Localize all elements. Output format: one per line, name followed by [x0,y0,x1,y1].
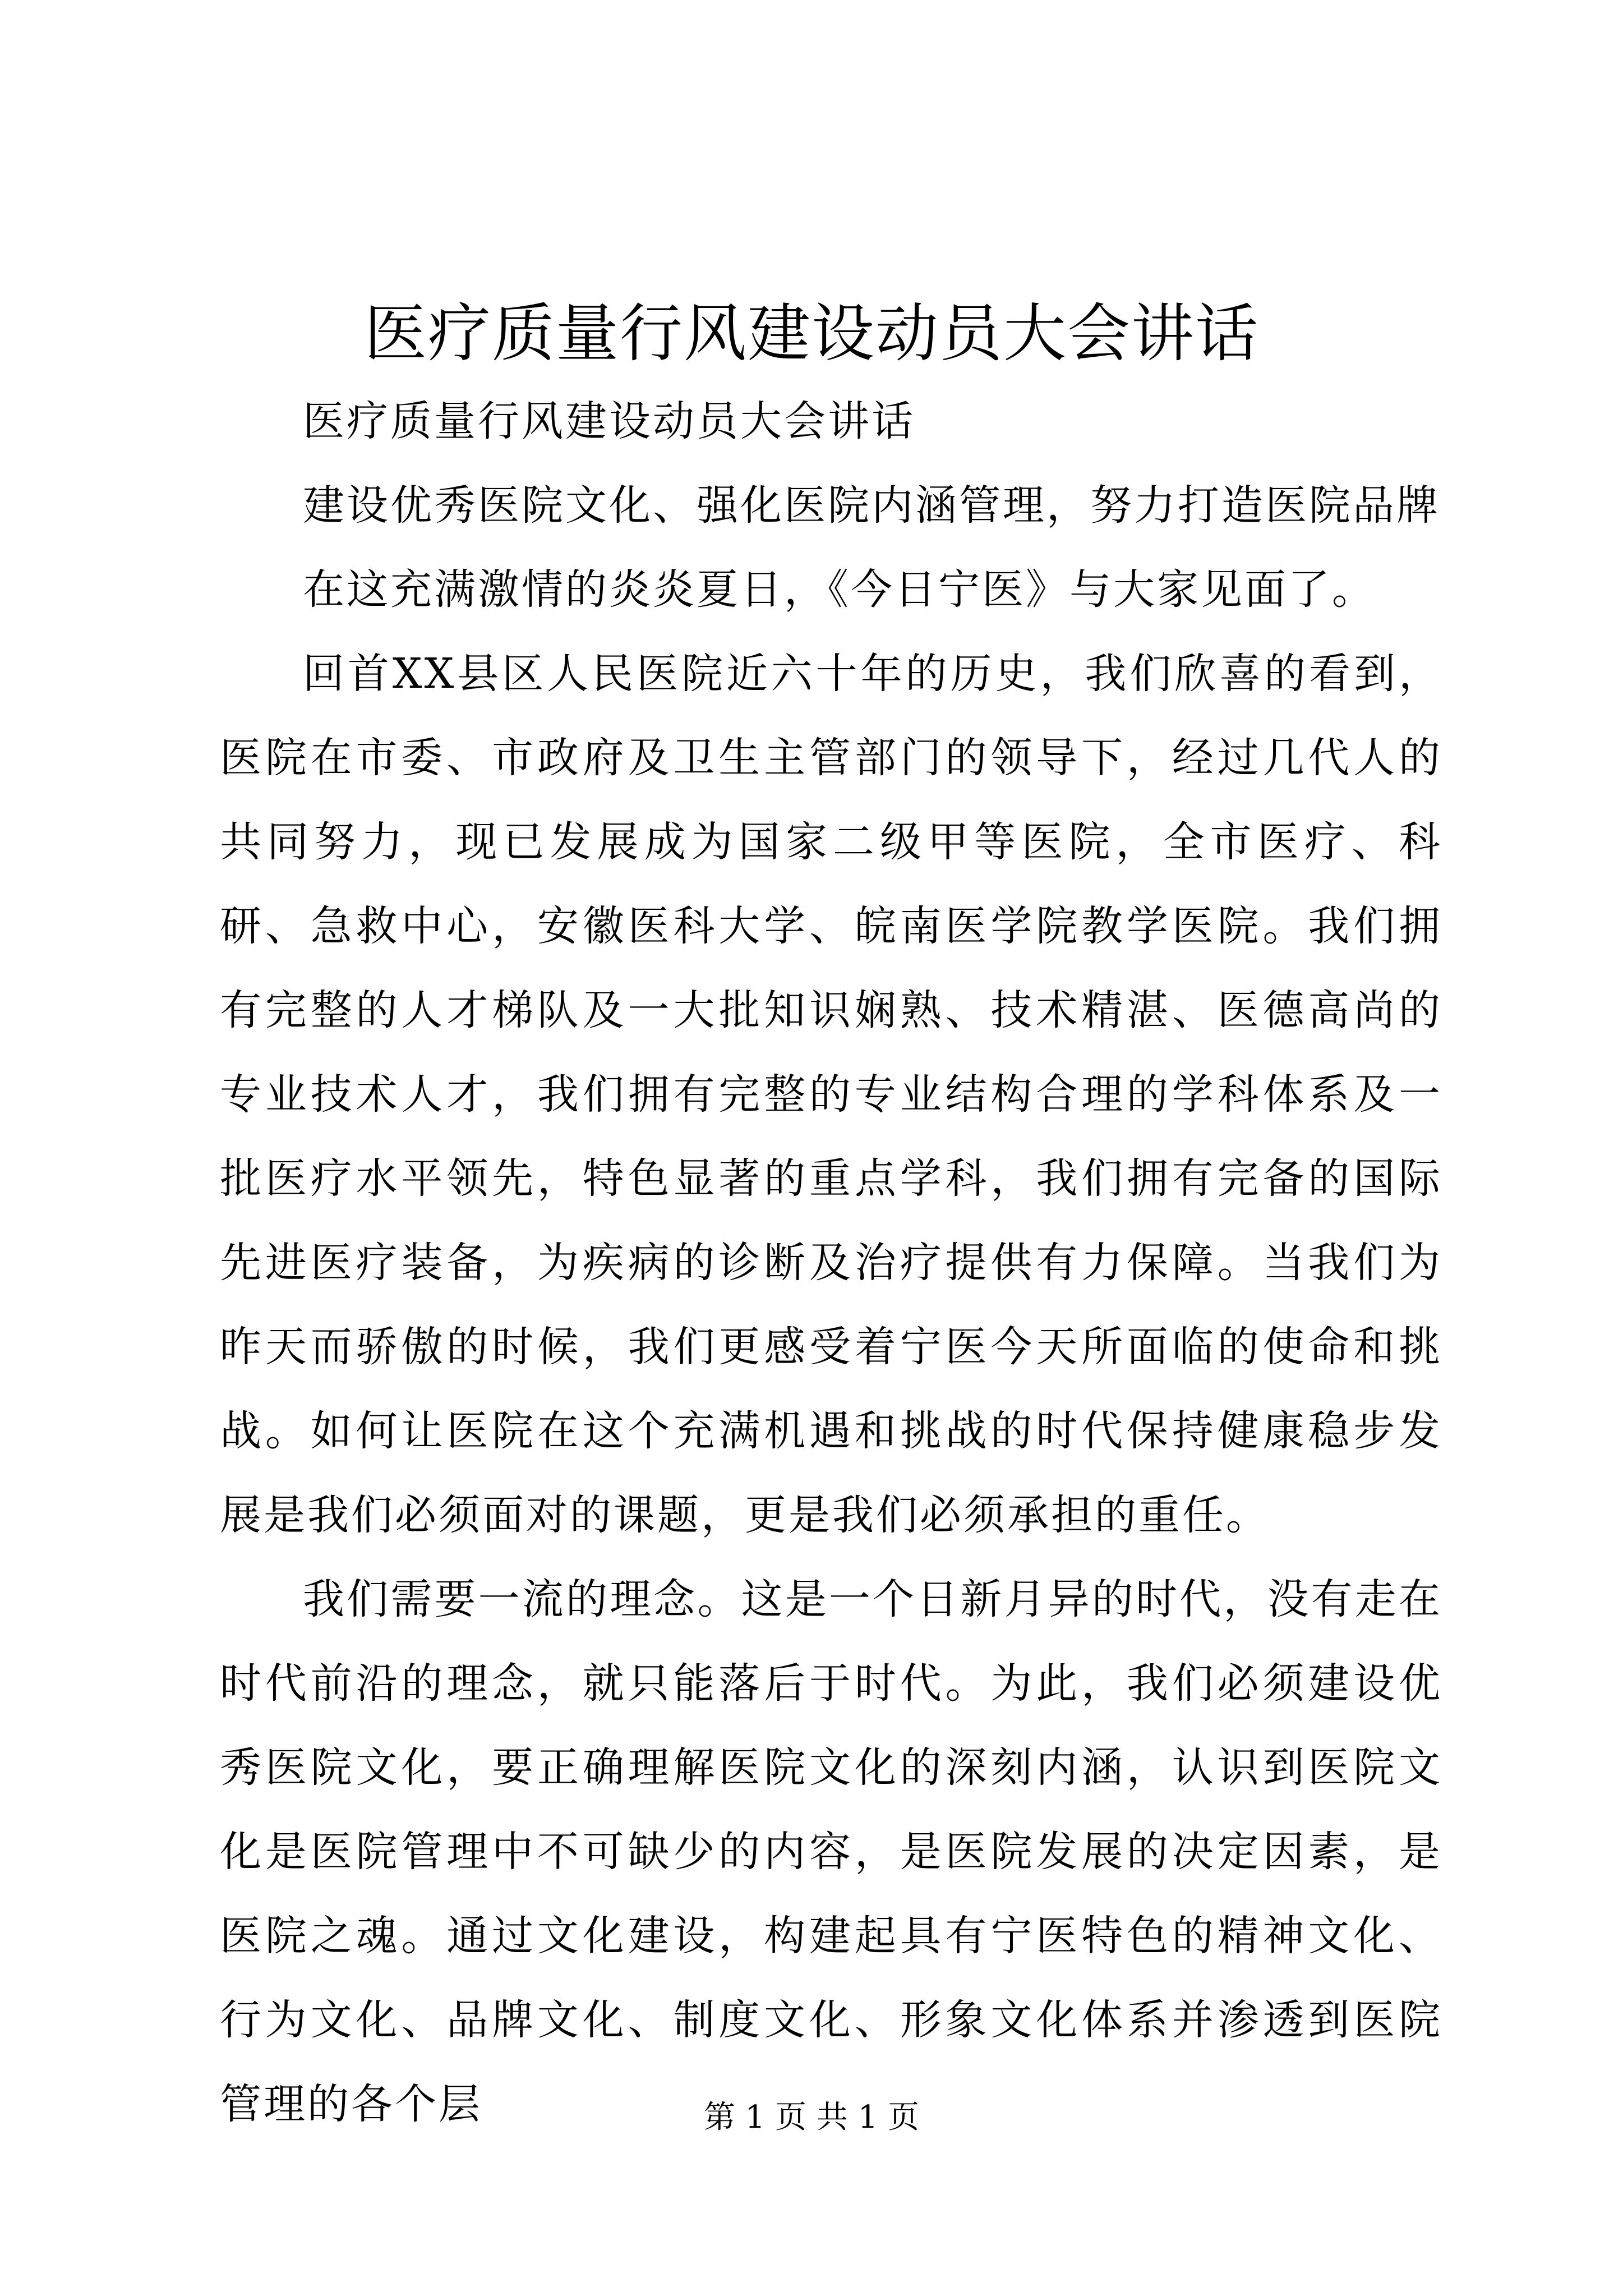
paragraph: 建设优秀医院文化、强化医院内涵管理，努力打造医院品牌 [303,481,1440,530]
document-title: 医疗质量行风建设动员大会讲话 [364,297,1259,370]
paragraph: 医疗质量行风建设动员大会讲话 [303,397,915,445]
document-body [220,379,1442,2146]
paragraph: 回首XX县区人民医院近六十年的历史，我们欣喜的看到，医院在市委、市政府及卫生主管部门的领导下，经过几代人的共同努力，现已发展成为国家二级甲等医院，全市医疗、科研、急救中心，安徽医科大学、皖南医学院教学医院。我们拥有完整的人才梯队及一大批知识娴熟、技术精湛、医德高尚的专业技术人才，我们拥有完整的专业结构合理的学科体系及一批医疗水平领先，特色显著的重点学科，我们拥有完备的国际先进医疗装备，为疾病的诊断及治疗提供有力保障。当我们为昨天而骄傲的时候，我们更感受着宁医今天所面临的使命和挑战。如何让医院在这个充满机遇和挑战的时代保持健康稳步发展是我们必须面对的课题，更是我们必须承担的重任。 [220,650,1442,1539]
paragraph: 我们需要一流的理念。这是一个日新月异的时代，没有走在时代前沿的理念，就只能落后于时代。为此，我们必须建设优秀医院文化，要正确理解医院文化的深刻内涵，认识到医院文化是医院管理中不可缺少的内容，是医院发展的决定因素，是医院之魂。通过文化建设，构建起具有宁医特色的精神文化、行为文化、品牌文化、制度文化、形象文化体系并渗透到医院管理的各个层 [220,1575,1442,2128]
paragraph: 在这充满激情的炎炎夏日，《今日宁医》与大家见面了。 [303,565,1376,614]
page-footer: 第 1 页 共 1 页 [703,2099,920,2136]
